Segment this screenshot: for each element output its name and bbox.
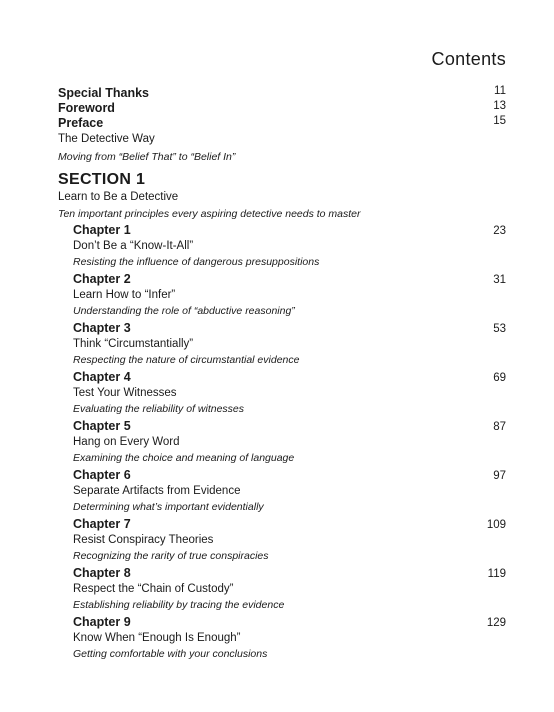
chapter-page-number: 109	[486, 519, 506, 531]
chapter-tagline: Establishing reliability by tracing the evidence	[73, 599, 285, 611]
chapter-page-number: 69	[493, 372, 506, 384]
chapter-label: Chapter 9	[73, 615, 131, 629]
chapter-entry[interactable]	[73, 370, 506, 419]
chapter-title: Test Your Witnesses	[73, 387, 177, 399]
chapter-label: Chapter 6	[73, 468, 131, 482]
chapter-title: Respect the “Chain of Custody”	[73, 583, 234, 595]
section-heading: SECTION 1	[58, 171, 146, 188]
section-header	[58, 170, 506, 222]
entry-label: Preface	[58, 116, 104, 130]
chapter-label: Chapter 1	[73, 223, 131, 237]
front-matter-entry[interactable]	[58, 114, 506, 129]
chapter-tagline: Evaluating the reliability of witnesses	[73, 403, 245, 415]
chapter-title: Don’t Be a “Know-It-All”	[73, 240, 194, 252]
preface-tagline: Moving from “Belief That” to “Belief In”	[58, 151, 236, 163]
chapter-label: Chapter 3	[73, 321, 131, 335]
chapter-entry[interactable]	[73, 615, 506, 664]
entry-label: Special Thanks	[58, 86, 150, 100]
chapter-title: Separate Artifacts from Evidence	[73, 485, 241, 497]
entry-label: Foreword	[58, 101, 115, 115]
chapter-entry[interactable]	[73, 321, 506, 370]
chapter-tagline: Understanding the role of “abductive reasoning”	[73, 305, 295, 317]
preface-subtitle: The Detective Way	[58, 133, 155, 145]
chapter-page-number: 129	[486, 617, 506, 629]
chapter-page-number: 23	[493, 225, 506, 237]
front-matter-entry[interactable]	[58, 84, 506, 99]
chapter-title: Hang on Every Word	[73, 436, 180, 448]
chapter-tagline: Recognizing the rarity of true conspiracies	[73, 550, 269, 562]
chapter-title: Think “Circumstantially”	[73, 338, 194, 350]
entry-page-number: 11	[494, 85, 506, 97]
front-matter-entry[interactable]	[58, 99, 506, 114]
chapter-page-number: 53	[493, 323, 506, 335]
chapter-tagline: Resisting the influence of dangerous presuppositions	[73, 256, 320, 268]
chapter-page-number: 97	[493, 470, 506, 482]
chapter-entry[interactable]	[73, 272, 506, 321]
entry-page-number: 15	[493, 115, 506, 127]
chapter-title: Learn How to “Infer”	[73, 289, 176, 301]
chapter-tagline: Determining what’s important evidentially	[73, 501, 264, 513]
chapter-page-number: 87	[493, 421, 506, 433]
chapter-page-number: 31	[493, 274, 506, 286]
chapter-entry[interactable]	[73, 223, 506, 272]
chapter-tagline: Getting comfortable with your conclusions	[73, 648, 268, 660]
chapter-entry[interactable]	[73, 468, 506, 517]
chapter-label: Chapter 4	[73, 370, 131, 384]
chapter-label: Chapter 2	[73, 272, 131, 286]
front-matter	[58, 84, 506, 165]
chapter-title: Resist Conspiracy Theories	[73, 534, 214, 546]
page-title: Contents	[431, 49, 506, 69]
chapter-label: Chapter 5	[73, 419, 131, 433]
chapter-page-number: 119	[487, 568, 506, 580]
section-title: Learn to Be a Detective	[58, 191, 179, 203]
chapter-label: Chapter 7	[73, 517, 131, 531]
chapter-entry[interactable]	[73, 517, 506, 566]
chapter-list	[73, 223, 506, 664]
chapter-label: Chapter 8	[73, 566, 131, 580]
section-tagline: Ten important principles every aspiring detective needs to master	[58, 208, 361, 220]
chapter-entry[interactable]	[73, 419, 506, 468]
chapter-tagline: Examining the choice and meaning of language	[73, 452, 295, 464]
entry-page-number: 13	[493, 100, 506, 112]
chapter-entry[interactable]	[73, 566, 506, 615]
chapter-tagline: Respecting the nature of circumstantial evidence	[73, 354, 300, 366]
chapter-title: Know When “Enough Is Enough”	[73, 632, 241, 644]
